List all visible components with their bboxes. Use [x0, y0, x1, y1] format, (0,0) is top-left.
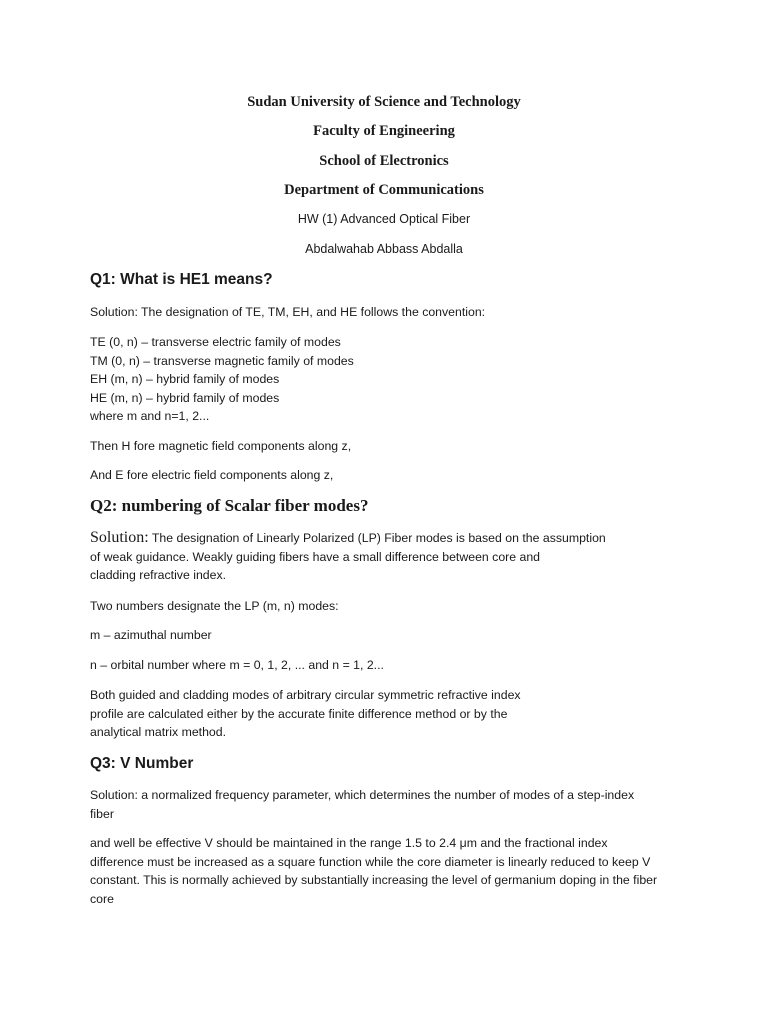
q2-both-paragraph — [90, 686, 521, 742]
q2-both-line-2: profile are calculated either by the accurate finite difference method or by the — [90, 706, 508, 721]
q3-heading: Q3: V Number — [90, 755, 194, 772]
q3-effective-line-1: and well be effective V should be maintained in the range 1.5 to 2.4 μm and the fractional index — [90, 836, 608, 850]
q2-solution-line-3: cladding refractive index. — [90, 568, 227, 582]
mode-eh: EH (m, n) – hybrid family of modes — [90, 372, 280, 386]
q3-solution — [90, 786, 634, 823]
mode-te: TE (0, n) – transverse electric family of modes — [90, 335, 341, 349]
q2-solution-line-2: of weak guidance. Weakly guiding fibers have a small difference between core and — [90, 549, 541, 564]
q3-effective-line-4: core — [90, 891, 114, 906]
q3-solution-line-1: Solution: a normalized frequency parameter, which determines the number of modes of a step-index — [90, 788, 635, 802]
q3-effective-line-2: difference must be increased as a square function while the core diameter is linearly reduced to keep V — [90, 854, 651, 869]
author-name: Abdalwahab Abbass Abdalla — [305, 242, 463, 256]
q2-solution-label: Solution: — [90, 529, 149, 546]
q2-two-numbers: Two numbers designate the LP (m, n) modes: — [90, 599, 339, 613]
course-title: HW (1) Advanced Optical Fiber — [297, 212, 471, 226]
q2-m-definition: m – azimuthal number — [90, 628, 212, 642]
q3-solution-line-2: fiber — [90, 806, 114, 821]
university-name: Sudan University of Science and Technology — [247, 94, 521, 110]
school-name: School of Electronics — [319, 153, 449, 169]
q2-solution-text: The designation of Linearly Polarized (LP) Fiber modes is based on the assumption — [148, 531, 606, 545]
q1-solution: Solution: The designation of TE, TM, EH, and HE follows the convention: — [90, 305, 486, 319]
q2-n-definition: n – orbital number where m = 0, 1, 2, ... and n = 1, 2... — [90, 658, 384, 672]
faculty-name: Faculty of Engineering — [313, 123, 455, 139]
mode-tm: TM (0, n) – transverse magnetic family of modes — [90, 353, 354, 368]
q2-solution — [90, 529, 606, 585]
q3-effective-line-3: constant. This is normally achieved by substantially increasing the level of germanium doping in the fiber — [90, 873, 658, 887]
mode-indices: where m and n=1, 2... — [90, 409, 210, 423]
q2-both-line-1: Both guided and cladding modes of arbitrary circular symmetric refractive index — [90, 688, 521, 702]
q1-mode-list — [90, 333, 354, 426]
q2-both-line-3: analytical matrix method. — [90, 725, 227, 739]
q3-effective-paragraph — [90, 834, 657, 908]
q1-h-note: Then H fore magnetic field components along z, — [90, 439, 352, 453]
mode-he: HE (m, n) – hybrid family of modes — [90, 390, 280, 405]
q2-solution-line-1 — [90, 529, 606, 548]
q2-heading: Q2: numbering of Scalar fiber modes? — [90, 496, 369, 515]
q1-e-note: And E fore electric field components along z, — [90, 468, 334, 482]
department-name: Department of Communications — [284, 182, 484, 198]
q1-heading: Q1: What is HE1 means? — [90, 271, 273, 288]
